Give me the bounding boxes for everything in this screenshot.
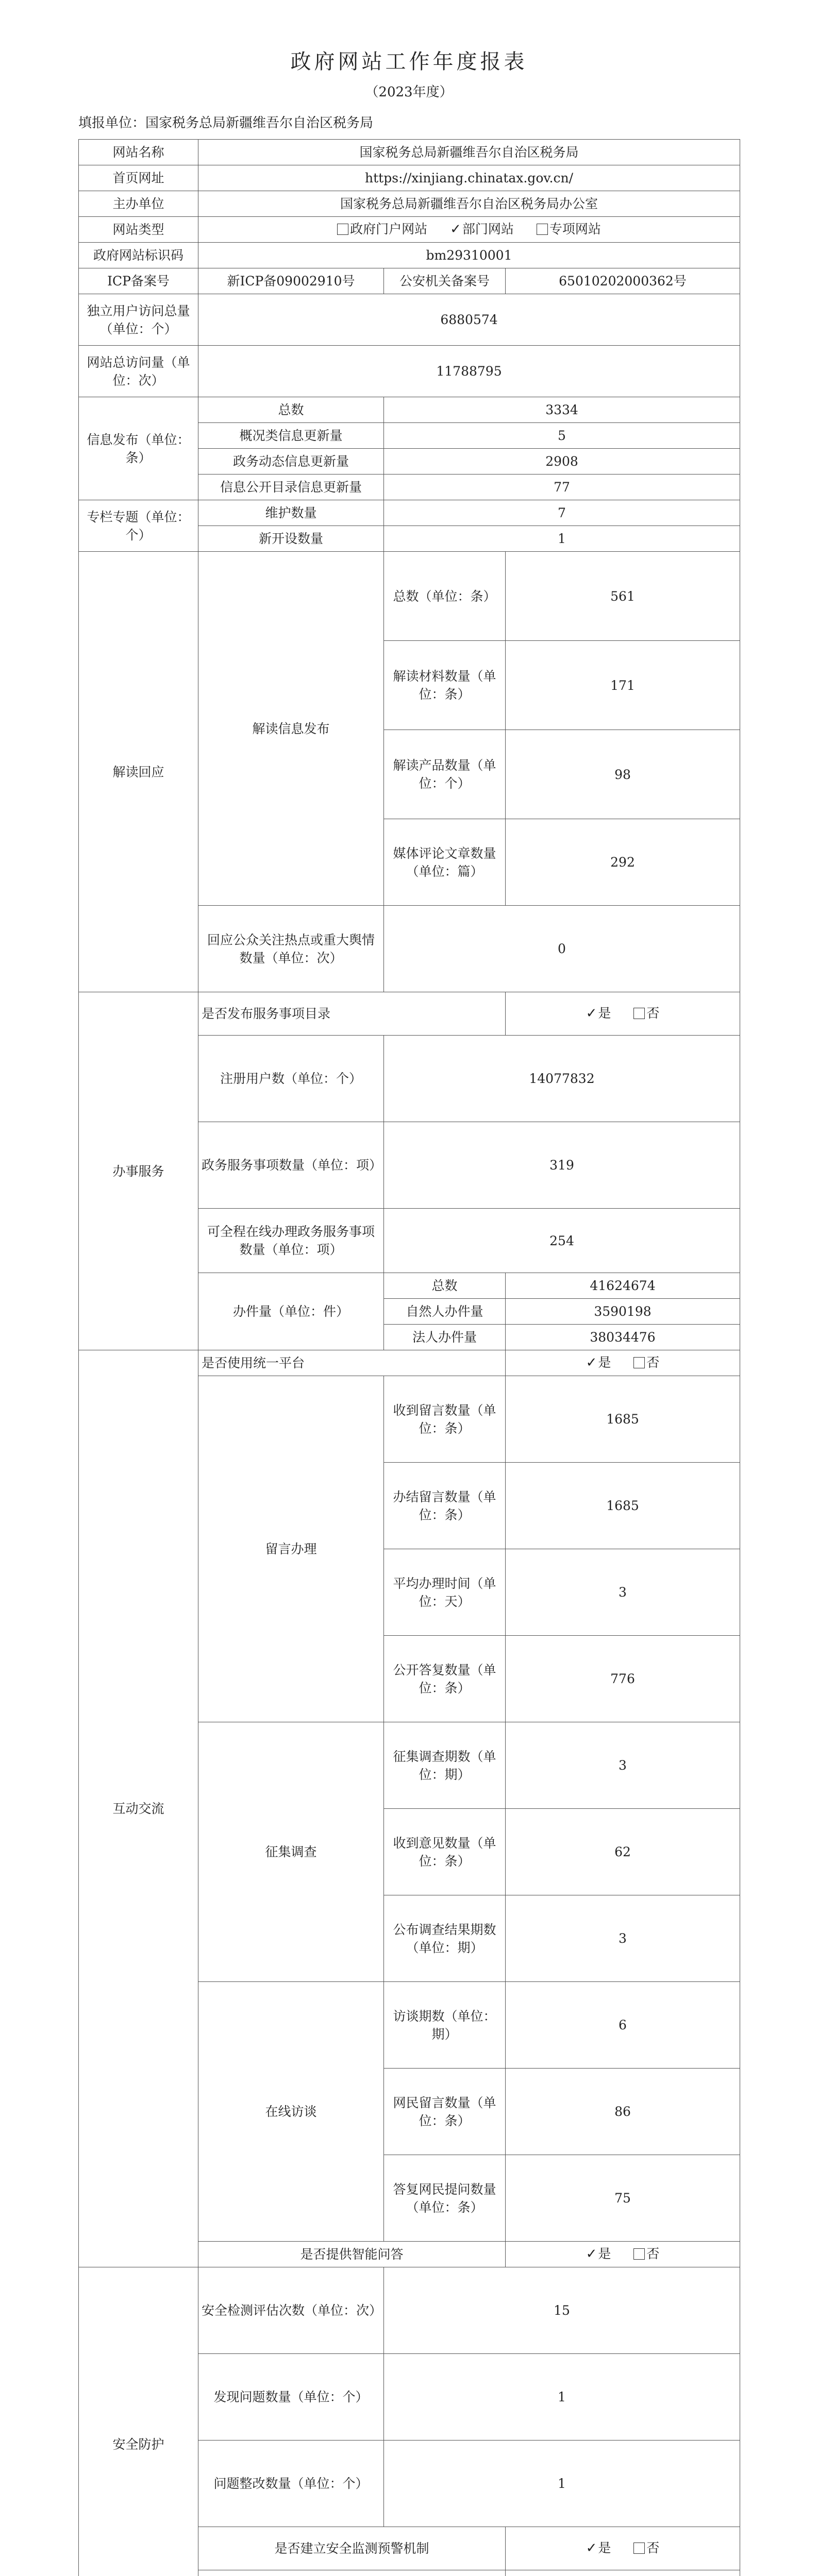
report-title: 政府网站工作年度报表 [290,50,528,74]
security-eval-label: 安全检测评估次数（单位：次） [198,2267,384,2354]
type-special-option[interactable]: 专项网站 [537,220,601,238]
message-handling-label: 留言办理 [198,1376,384,1722]
interp-respond-value: 0 [384,906,740,992]
talk-messages-label: 网民留言数量（单位：条） [384,2069,506,2155]
interp-product-value: 98 [506,730,740,819]
platform-options [506,1350,740,1376]
online-talk-label: 在线访谈 [198,1982,384,2242]
security-section-label: 安全防护 [79,2267,198,2576]
volume-corp-label: 法人办件量 [384,1325,506,1350]
interp-publish-label: 解读信息发布 [198,552,384,906]
security-fixed-value: 1 [384,2441,740,2527]
volume-total-value: 41624674 [506,1273,740,1299]
unique-visitors-label: 独立用户访问总量（单位：个） [79,294,198,346]
talk-count-value: 6 [506,1982,740,2069]
service-catalog-label: 是否发布服务事项目录 [198,992,506,1036]
interp-product-label: 解读产品数量（单位：个） [384,730,506,819]
talk-replies-value: 75 [506,2155,740,2242]
talk-replies-label: 答复网民提问数量（单位：条） [384,2155,506,2242]
interp-respond-label: 回应公众关注热点或重大舆情数量（单位：次） [198,906,384,992]
unchecked-box-icon [633,2248,645,2260]
unchecked-box-icon [537,224,548,235]
unchecked-box-icon [633,1008,645,1019]
column-topic-label: 专栏专题（单位：个） [79,500,198,552]
police-record-label: 公安机关备案号 [384,268,506,294]
type-portal-option[interactable]: 政府门户网站 [337,220,427,238]
msg-time-value: 3 [506,1549,740,1636]
service-online-label: 可全程在线办理政务服务事项数量（单位：项） [198,1209,384,1273]
security-monitor-options [506,2527,740,2570]
overview-update-value: 5 [384,423,740,449]
home-url-value[interactable]: https://xinjiang.chinatax.gov.cn/ [198,165,740,191]
smart-qa-no[interactable]: 否 [633,2245,659,2263]
volume-person-value: 3590198 [506,1299,740,1325]
service-users-label: 注册用户数（单位：个） [198,1036,384,1122]
news-update-label: 政务动态信息更新量 [198,449,384,474]
platform-label: 是否使用统一平台 [198,1350,506,1376]
filler-unit: 填报单位：国家税务总局新疆维吾尔自治区税务局 [78,115,374,131]
type-department-option[interactable]: ✓部门网站 [450,220,514,239]
survey-opinions-label: 收到意见数量（单位：条） [384,1809,506,1895]
msg-received-label: 收到留言数量（单位：条） [384,1376,506,1463]
icp-label: ICP备案号 [79,268,198,294]
security-found-value: 1 [384,2354,740,2441]
checkmark-icon: ✓ [586,2246,597,2262]
platform-yes[interactable]: ✓是 [586,1353,611,1372]
msg-received-value: 1685 [506,1376,740,1463]
msg-public-label: 公开答复数量（单位：条） [384,1636,506,1722]
volume-person-label: 自然人办件量 [384,1299,506,1325]
volume-corp-value: 38034476 [506,1325,740,1350]
security-eval-value: 15 [384,2267,740,2354]
msg-done-value: 1685 [506,1463,740,1549]
checkmark-icon: ✓ [450,222,461,238]
page-views-label: 网站总访问量（单位：次） [79,346,198,397]
column-maintain-value: 7 [384,500,740,526]
survey-opinions-value: 62 [506,1809,740,1895]
catalog-update-value: 77 [384,474,740,500]
service-users-value: 14077832 [384,1036,740,1122]
unique-visitors-value: 6880574 [198,294,740,346]
msg-public-value: 776 [506,1636,740,1722]
checkmark-icon [586,2573,597,2576]
unchecked-box-icon [337,224,348,235]
info-publish-label: 信息发布（单位：条） [79,397,198,500]
host-unit-value: 国家税务总局新疆维吾尔自治区税务局办公室 [198,191,740,217]
column-new-value: 1 [384,526,740,552]
service-items-label: 政务服务事项数量（单位：项） [198,1122,384,1209]
smart-qa-yes[interactable]: ✓是 [586,2245,611,2263]
service-catalog-no[interactable]: 否 [633,1004,659,1022]
interp-media-value: 292 [506,819,740,906]
smart-qa-options [506,2242,740,2267]
interact-section-label: 互动交流 [79,1350,198,2267]
service-online-value: 254 [384,1209,740,1273]
site-type-label: 网站类型 [79,217,198,243]
police-record-value: 65010202000362号 [506,268,740,294]
host-unit-label: 主办单位 [79,191,198,217]
interp-material-value: 171 [506,641,740,730]
survey-result-value: 3 [506,1895,740,1982]
checkmark-icon: ✓ [586,2540,597,2556]
checkmark-icon: ✓ [586,1355,597,1371]
interp-media-label: 媒体评论文章数量（单位：篇） [384,819,506,906]
msg-time-label: 平均办理时间（单位：天） [384,1549,506,1636]
service-items-value: 319 [384,1122,740,1209]
overview-update-label: 概况类信息更新量 [198,423,384,449]
site-name-label: 网站名称 [79,140,198,165]
monitor-yes[interactable]: ✓是 [586,2539,611,2557]
interp-material-label: 解读材料数量（单位：条） [384,641,506,730]
security-drill-label [198,2570,506,2576]
security-drill-options [506,2570,740,2576]
news-update-value: 2908 [384,449,740,474]
report-table [78,139,740,2576]
interp-total-value: 561 [506,552,740,641]
info-total-value: 3334 [384,397,740,423]
talk-messages-value: 86 [506,2069,740,2155]
info-total-label: 总数 [198,397,384,423]
unchecked-box-icon [633,1357,645,1368]
volume-total-label: 总数 [384,1273,506,1299]
platform-no[interactable]: 否 [633,1353,659,1371]
catalog-update-label: 信息公开目录信息更新量 [198,474,384,500]
column-new-label: 新开设数量 [198,526,384,552]
msg-done-label: 办结留言数量（单位：条） [384,1463,506,1549]
security-found-label: 发现问题数量（单位：个） [198,2354,384,2441]
drill-no[interactable] [633,2573,659,2576]
column-maintain-label: 维护数量 [198,500,384,526]
checkmark-icon: ✓ [586,1006,597,1022]
icp-value: 新ICP备09002910号 [198,268,384,294]
site-code-label: 政府网站标识码 [79,243,198,268]
service-catalog-options [506,992,740,1036]
service-volume-label: 办件量（单位：件） [198,1273,384,1350]
site-type-options [198,217,740,243]
survey-count-value: 3 [506,1722,740,1809]
service-catalog-yes[interactable]: ✓是 [586,1004,611,1023]
page-views-value: 11788795 [198,346,740,397]
survey-count-label: 征集调查期数（单位：期） [384,1722,506,1809]
security-monitor-label: 是否建立安全监测预警机制 [198,2527,506,2570]
report-year: （2023年度） [365,84,453,100]
survey-label: 征集调查 [198,1722,384,1982]
interp-section-label: 解读回应 [79,552,198,992]
site-code-value: bm29310001 [198,243,740,268]
home-url-label: 首页网址 [79,165,198,191]
security-fixed-label: 问题整改数量（单位：个） [198,2441,384,2527]
service-section-label: 办事服务 [79,992,198,1350]
unchecked-box-icon [633,2543,645,2554]
monitor-no[interactable]: 否 [633,2539,659,2557]
interp-total-label: 总数（单位：条） [384,552,506,641]
drill-yes[interactable] [586,2573,611,2576]
site-name-value: 国家税务总局新疆维吾尔自治区税务局 [198,140,740,165]
talk-count-label: 访谈期数（单位：期） [384,1982,506,2069]
smart-qa-label: 是否提供智能问答 [198,2242,506,2267]
survey-result-label: 公布调查结果期数（单位：期） [384,1895,506,1982]
